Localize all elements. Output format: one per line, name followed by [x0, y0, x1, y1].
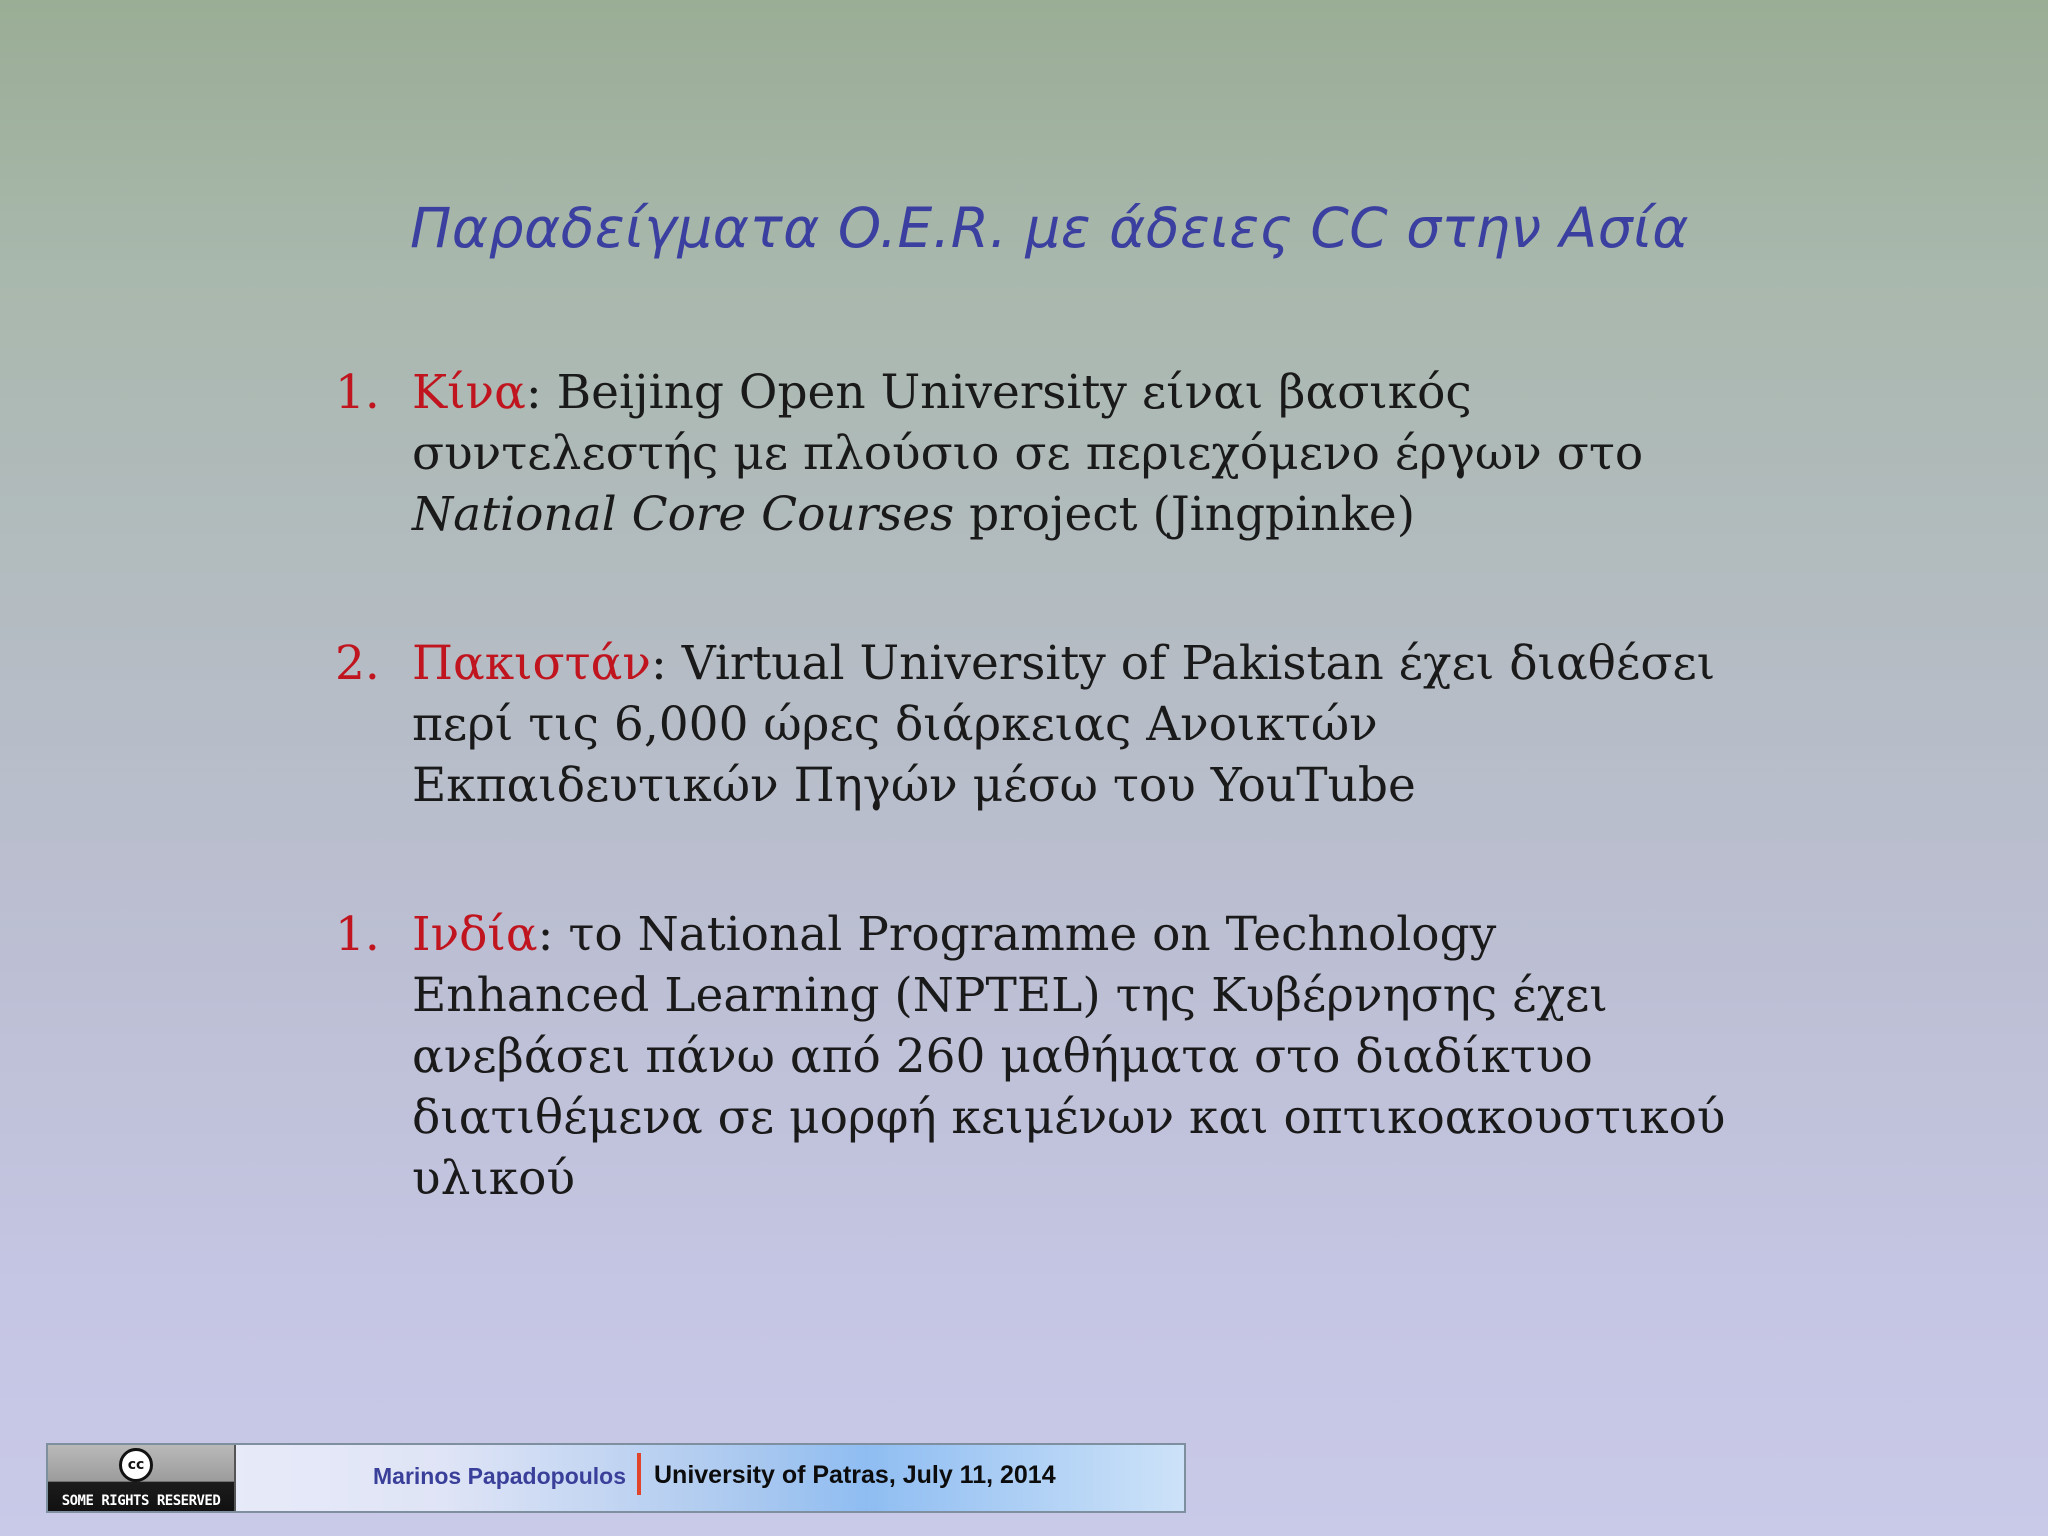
- slide-title: Παραδείγματα O.E.R. με άδειες CC στην Ασία: [410, 196, 1689, 260]
- list-item-china: [335, 362, 1735, 545]
- country-name: Κίνα: [412, 365, 526, 420]
- cc-license-label: SOME RIGHTS RESERVED: [61, 1493, 221, 1509]
- item-text: : Virtual University of Pakistan έχει διαθέσει περί τις 6,000 ώρες διάρκειας Ανοικτών Εκπαιδευτικών Πηγών μέσω του YouTube: [412, 636, 1716, 813]
- list-item-india: [335, 904, 1735, 1209]
- creative-commons-icon: cc: [119, 1448, 153, 1482]
- item-italic-text: National Core Courses: [412, 487, 955, 542]
- cc-license-badge[interactable]: [48, 1445, 236, 1511]
- footer-separator: [637, 1453, 641, 1495]
- country-name: Πακιστάν: [412, 636, 651, 691]
- item-text: : το National Programme on Technology Enhanced Learning (NPTEL) της Κυβέρνησης έχει ανεβάσει πάνω από 260 μαθήματα στο διαδίκτυο διατιθέμενα σε μορφή κειμένων και οπτικοακουστικού υλικού: [412, 907, 1726, 1206]
- footer-bar: [46, 1443, 1186, 1513]
- country-name: Ινδία: [412, 907, 538, 962]
- item-text: : Beijing Open University είναι βασικός συντελεστής με πλούσιο σε περιεχόμενο έργων στο: [412, 365, 1644, 481]
- item-text-end: project (Jingpinke): [954, 487, 1416, 542]
- list-item-number: 1.: [335, 907, 380, 962]
- footer-event: University of Patras, July 11, 2014: [654, 1461, 1056, 1489]
- list-item-number: 1.: [335, 365, 380, 420]
- footer-author: Marinos Papadopoulos: [373, 1463, 627, 1489]
- numbered-list: [335, 362, 1735, 1209]
- list-item-pakistan: [335, 633, 1735, 816]
- list-item-number: 2.: [335, 636, 380, 691]
